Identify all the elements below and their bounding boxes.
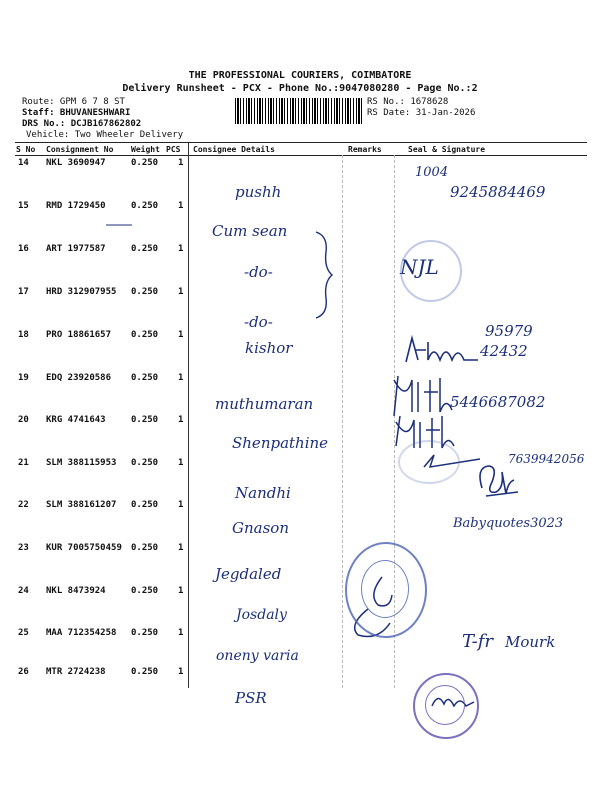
row-weight: 0.250 (131, 586, 159, 596)
route-label: Route: GPM 6 7 8 ST (22, 97, 125, 107)
row-pcs: 1 (178, 500, 184, 510)
row-sno: 21 (18, 458, 29, 468)
pen-mark (104, 222, 134, 228)
handwritten-name: Nandhi (235, 484, 291, 502)
signature-scribble (402, 330, 482, 370)
handwritten-phone: 5446687082 (450, 393, 546, 411)
handwritten-name: PSR (235, 689, 267, 707)
handwritten-name: kishor (245, 339, 293, 357)
row-consignment: ART 1977587 (46, 244, 106, 254)
handwritten-phone: 7639942056 (508, 452, 585, 466)
handwritten-name: -do- (244, 313, 273, 331)
row-consignment: MAA 712354258 (46, 628, 117, 638)
row-pcs: 1 (178, 158, 184, 168)
row-sno: 17 (18, 287, 29, 297)
faint-stamp (398, 440, 460, 484)
row-weight: 0.250 (131, 667, 159, 677)
row-consignment: SLM 388161207 (46, 500, 117, 510)
row-pcs: 1 (178, 330, 184, 340)
row-pcs: 1 (178, 201, 184, 211)
handwritten-name: oneny varia (216, 648, 299, 664)
row-sno: 23 (18, 543, 29, 553)
barcode (235, 98, 363, 124)
row-weight: 0.250 (131, 458, 159, 468)
row-sno: 15 (18, 201, 29, 211)
handwritten-brace (312, 230, 336, 320)
row-consignment: RMD 1729450 (46, 201, 106, 211)
seal-stamp (413, 673, 479, 739)
col-header-seal: Seal & Signature (408, 145, 486, 154)
header-rule-top (15, 142, 587, 143)
col-header-sno: S No (16, 145, 36, 154)
handwritten-note: 1004 (415, 165, 449, 180)
handwritten-name: Jegdaled (215, 565, 282, 583)
drs-label: DRS No.: DCJB167862802 (22, 119, 142, 129)
stamp-inner-ring (361, 560, 409, 618)
row-pcs: 1 (178, 287, 184, 297)
handwritten-phone: 95979 (485, 322, 533, 340)
row-weight: 0.250 (131, 158, 159, 168)
row-consignment: NKL 8473924 (46, 586, 106, 596)
handwritten-name: Josdaly (236, 607, 287, 623)
handwritten-signature: Mourk (505, 633, 556, 651)
handwritten-phone: 9245884469 (450, 183, 546, 201)
row-sno: 22 (18, 500, 29, 510)
row-weight: 0.250 (131, 330, 159, 340)
rs-number: RS No.: 1678628 (367, 97, 449, 107)
row-weight: 0.250 (131, 244, 159, 254)
handwritten-signature: T-fr (462, 631, 494, 652)
col-header-consignment: Consignment No (46, 145, 114, 154)
row-sno: 18 (18, 330, 29, 340)
row-pcs: 1 (178, 373, 184, 383)
company-title: THE PROFESSIONAL COURIERS, COIMBATORE (188, 70, 412, 81)
row-consignment: NKL 3690947 (46, 158, 106, 168)
row-consignment: KRG 4741643 (46, 415, 106, 425)
row-sno: 20 (18, 415, 29, 425)
row-weight: 0.250 (131, 415, 159, 425)
row-consignment: MTR 2724238 (46, 667, 106, 677)
col-header-pcs: PCS (166, 145, 181, 154)
handwritten-name: Gnason (232, 519, 289, 537)
row-pcs: 1 (178, 458, 184, 468)
row-pcs: 1 (178, 667, 184, 677)
vehicle-label: Vehicle: Two Wheeler Delivery (26, 130, 184, 140)
row-consignment: PRO 18861657 (46, 330, 112, 340)
row-sno: 14 (18, 158, 29, 168)
row-weight: 0.250 (131, 287, 159, 297)
header-rule-bottom (15, 155, 587, 156)
row-weight: 0.250 (131, 500, 159, 510)
col-header-remarks: Remarks (348, 145, 382, 154)
row-consignment: HRD 312907955 (46, 287, 117, 297)
col-header-consignee: Consignee Details (193, 145, 275, 154)
stamp-inner-ring (425, 685, 465, 725)
row-sno: 16 (18, 244, 29, 254)
row-pcs: 1 (178, 586, 184, 596)
column-divider (188, 143, 189, 688)
row-sno: 19 (18, 373, 29, 383)
row-consignment: KUR 7005750459 (46, 543, 122, 553)
row-consignment: SLM 388115953 (46, 458, 117, 468)
row-consignment: EDQ 23920586 (46, 373, 112, 383)
signature-scribble (474, 458, 522, 500)
handwritten-phone: 42432 (480, 342, 528, 360)
row-pcs: 1 (178, 415, 184, 425)
handwritten-name: Cum sean (212, 222, 288, 240)
row-sno: 25 (18, 628, 29, 638)
handwritten-name: Shenpathine (232, 434, 329, 452)
staff-label: Staff: BHUVANESHWARI (22, 108, 131, 118)
courier-stamp (345, 542, 427, 638)
row-weight: 0.250 (131, 373, 159, 383)
runsheet-subtitle: Delivery Runsheet - PCX - Phone No.:9047080280 - Page No.:2 (122, 83, 478, 94)
handwritten-signature: NJL (400, 255, 439, 279)
faint-stamp (400, 240, 462, 302)
handwritten-signature: Babyquotes3023 (453, 516, 564, 531)
handwritten-name: -do- (244, 263, 273, 281)
col-header-weight: Weight (131, 145, 160, 154)
row-weight: 0.250 (131, 628, 159, 638)
row-pcs: 1 (178, 628, 184, 638)
handwritten-name: muthumaran (215, 395, 314, 413)
row-weight: 0.250 (131, 543, 159, 553)
rs-date: RS Date: 31-Jan-2026 (367, 108, 476, 118)
row-weight: 0.250 (131, 201, 159, 211)
row-pcs: 1 (178, 543, 184, 553)
row-sno: 26 (18, 667, 29, 677)
row-sno: 24 (18, 586, 29, 596)
handwritten-name: pushh (235, 183, 282, 201)
row-pcs: 1 (178, 244, 184, 254)
